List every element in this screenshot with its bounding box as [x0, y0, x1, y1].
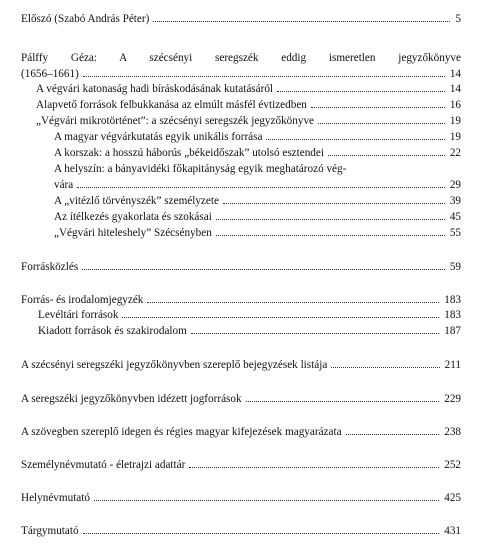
- toc-dot-leader: [266, 139, 444, 140]
- toc-entry: [54, 146, 461, 159]
- toc-entry-page: 22: [449, 147, 461, 159]
- toc-entry-page: 183: [444, 309, 461, 321]
- toc-dot-leader: [216, 219, 445, 220]
- toc-entry: [21, 260, 461, 273]
- toc-entry-title: Előszó (Szabó András Péter): [21, 13, 150, 25]
- toc-entry-title: Helynévmutató: [21, 492, 90, 504]
- toc-entry: [36, 114, 461, 127]
- toc-entry: [21, 67, 461, 80]
- toc-entry-title: A seregszéki jegyzőkönyvben idézett jogforrások: [21, 393, 242, 405]
- toc-dot-leader: [318, 123, 445, 124]
- toc-entry-page: 183: [444, 294, 461, 306]
- toc-entry-page: 16: [449, 99, 461, 111]
- toc-entry: [36, 98, 461, 111]
- toc-entry: [54, 130, 461, 143]
- toc-entry-title: A szövegben szereplő idegen és régies magyar kifejezések magyarázata: [21, 426, 342, 438]
- toc-entry: [54, 210, 461, 223]
- toc-entry-page: 14: [449, 68, 461, 80]
- toc-entry-page: 5: [455, 13, 461, 25]
- toc-dot-leader: [216, 235, 445, 236]
- toc-entry-page: 55: [449, 227, 461, 239]
- toc-entry-title: (1656–1661): [21, 68, 79, 80]
- toc-dot-leader: [153, 21, 450, 22]
- toc-entry: [54, 178, 461, 191]
- toc-dot-leader: [83, 533, 440, 534]
- toc-entry: [54, 226, 461, 239]
- toc-entry-title: Tárgymutató: [21, 525, 79, 537]
- toc-entry-title: Levéltári források: [38, 309, 119, 321]
- toc-dot-leader: [277, 91, 445, 92]
- toc-entry-page: 211: [444, 359, 461, 371]
- toc-entry-title: A végvári katonaság hadi bíráskodásának kutatásáról: [36, 83, 274, 95]
- toc-entry-page: 238: [444, 426, 461, 438]
- toc-dot-leader: [311, 107, 445, 108]
- toc-entry-title-line1: [21, 52, 461, 65]
- toc-dot-leader: [147, 302, 439, 303]
- toc-entry-title: Kiadott források és szakirodalom: [38, 325, 187, 337]
- toc-entry-title: Az ítélkezés gyakorlata és szokásai: [54, 211, 212, 223]
- toc-entry-page: 252: [444, 459, 461, 471]
- toc-entry-page: 29: [449, 179, 461, 191]
- toc-entry: [21, 358, 461, 371]
- toc-entry-page: 187: [444, 325, 461, 337]
- toc-entry-page: 229: [444, 393, 461, 405]
- toc-entry-page: 431: [444, 525, 461, 537]
- toc-dot-leader: [82, 269, 445, 270]
- toc-entry-title-line1: A helyszín: a bányavidéki főkapitányság egyik meghatározó vég-: [54, 163, 347, 175]
- toc-entry-title: A „vitézlő törvényszék” személyzete: [54, 195, 219, 207]
- toc-dot-leader: [346, 434, 440, 435]
- toc-entry-title: A szécsényi seregszéki jegyzőkönyvben szereplő bejegyzések listája: [21, 359, 328, 371]
- toc-entry: [21, 425, 461, 438]
- toc-entry-title: A korszak: a hosszú háborús „békeidőszak” utolsó esztendei: [54, 147, 324, 159]
- toc-entry: [21, 524, 461, 537]
- toc-dot-leader: [191, 333, 439, 334]
- toc-dot-leader: [83, 76, 445, 77]
- toc-entry-title: Alapvető források felbukkanása az elmúlt másfél évtizedben: [36, 99, 307, 111]
- toc-entry: [21, 392, 461, 405]
- toc-dot-leader: [189, 467, 439, 468]
- toc-entry-title-line1-text: Pálffy Géza: A szécsényi seregszék eddig ismeretlen jegyzőkönyve: [21, 52, 461, 64]
- toc-entry-page: 59: [449, 261, 461, 273]
- toc-dot-leader: [94, 500, 439, 501]
- toc-entry: [21, 293, 461, 306]
- toc-entry: [21, 491, 461, 504]
- toc-entry-title: „Végvári hiteleshely” Szécsényben: [54, 227, 212, 239]
- toc-entry-title: Személynévmutató - életrajzi adattár: [21, 459, 186, 471]
- toc-entry-title: Forrásközlés: [21, 261, 79, 273]
- toc-entry: [38, 308, 461, 321]
- toc-entry-page: 39: [449, 195, 461, 207]
- toc-entry-title: Forrás- és irodalomjegyzék: [21, 294, 144, 306]
- toc-dot-leader: [328, 155, 445, 156]
- toc-dot-leader: [223, 203, 445, 204]
- toc-dot-leader: [122, 317, 439, 318]
- toc-entry-page: 14: [449, 83, 461, 95]
- toc-entry-page: 45: [449, 211, 461, 223]
- toc-entry-title: vára: [54, 179, 74, 191]
- toc-dot-leader: [77, 187, 445, 188]
- toc-dot-leader: [331, 367, 439, 368]
- toc-entry-page: 19: [449, 131, 461, 143]
- toc-entry-page: 425: [444, 492, 461, 504]
- toc-entry-title: A magyar végvárkutatás egyik unikális forrása: [54, 131, 263, 143]
- toc-dot-leader: [246, 401, 440, 402]
- toc-entry-page: 19: [449, 115, 461, 127]
- toc-entry: [54, 194, 461, 207]
- toc-entry-title: „Végvári mikrotörténet”: a szécsényi seregszék jegyzőkönyve: [36, 115, 315, 127]
- toc-entry: [36, 82, 461, 95]
- toc-entry: [21, 12, 461, 25]
- toc-entry: [38, 324, 461, 337]
- toc-entry: [21, 458, 461, 471]
